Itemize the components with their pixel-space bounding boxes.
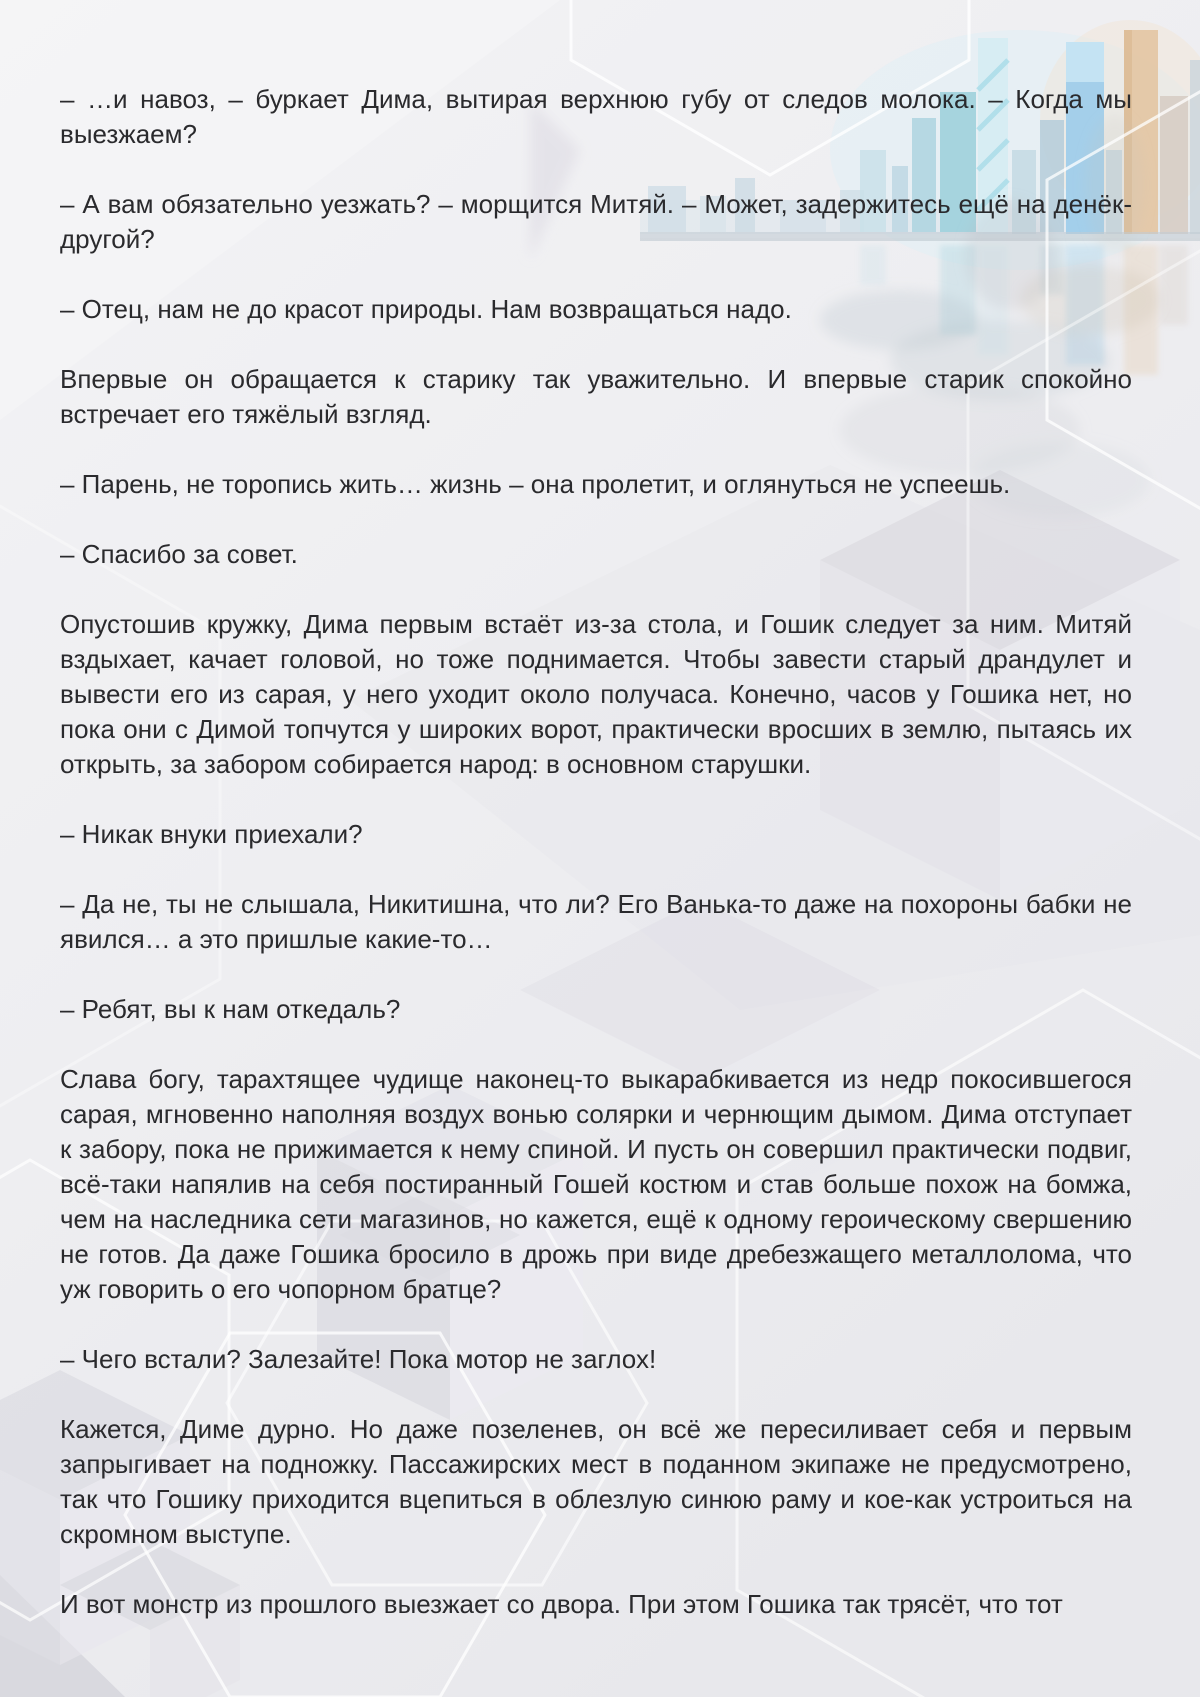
paragraph-10: – Ребят, вы к нам откедаль? <box>60 994 401 1024</box>
paragraph-7: Опустошив кружку, Дима первым встаёт из-за стола, и Гошик следует за ним. Митяй вздыхает, качает головой, но тоже поднимается. Чтобы завести старый драндулет и вывести его из сарая, у него уходит около получаса. Конечно, часов у Гошика нет, но пока они с Димой топчутся у широких ворот, практически вросших в землю, пытаясь их открыть, за забором собирается народ: в основном старушки. <box>60 609 1132 779</box>
paragraph-5: – Парень, не торопись жить… жизнь – она пролетит, и оглянуться не успеешь. <box>60 469 1011 499</box>
paragraph-13: Кажется, Диме дурно. Но даже позеленев, он всё же пересиливает себя и первым запрыгивает на подножку. Пассажирских мест в поданном экипаже не предусмотрено, так что Гошику приходится вцепиться в облезлую синюю раму и кое-как устроиться на скромном выступе. <box>60 1414 1132 1549</box>
paragraph-9: – Да не, ты не слышала, Никитишна, что ли? Его Ванька-то даже на похороны бабки не явился… а это пришлые какие-то… <box>60 889 1132 954</box>
paragraph-3: – Отец, нам не до красот природы. Нам возвращаться надо. <box>60 294 792 324</box>
paragraph-12: – Чего встали? Залезайте! Пока мотор не заглох! <box>60 1344 657 1374</box>
paragraph-2: – А вам обязательно уезжать? – морщится Митяй. – Может, задержитесь ещё на денёк-другой? <box>60 189 1132 254</box>
paragraph-14: И вот монстр из прошлого выезжает со двора. При этом Гошика так трясёт, что тот <box>60 1589 1063 1619</box>
paragraph-6: – Спасибо за совет. <box>60 539 298 569</box>
text-content <box>60 82 1132 1622</box>
paragraph-11: Слава богу, тарахтящее чудище наконец-то выкарабкивается из недр покосившегося сарая, мгновенно наполняя воздух вонью солярки и чернющим дымом. Дима отступает к забору, пока не прижимается к нему спиной. И пусть он совершил практически подвиг, всё-таки напялив на себя постиранный Гошей костюм и став больше похож на бомжа, чем на наследника сети магазинов, но кажется, ещё к одному героическому свершению не готов. Да даже Гошика бросило в дрожь при виде дребезжащего металлолома, что уж говорить о его чопорном братце? <box>60 1064 1132 1304</box>
paragraph-4: Впервые он обращается к старику так уважительно. И впервые старик спокойно встречает его тяжёлый взгляд. <box>60 364 1132 429</box>
paragraph-1: – …и навоз, – буркает Дима, вытирая верхнюю губу от следов молока. – Когда мы выезжаем? <box>60 84 1132 149</box>
paragraph-8: – Никак внуки приехали? <box>60 819 363 849</box>
